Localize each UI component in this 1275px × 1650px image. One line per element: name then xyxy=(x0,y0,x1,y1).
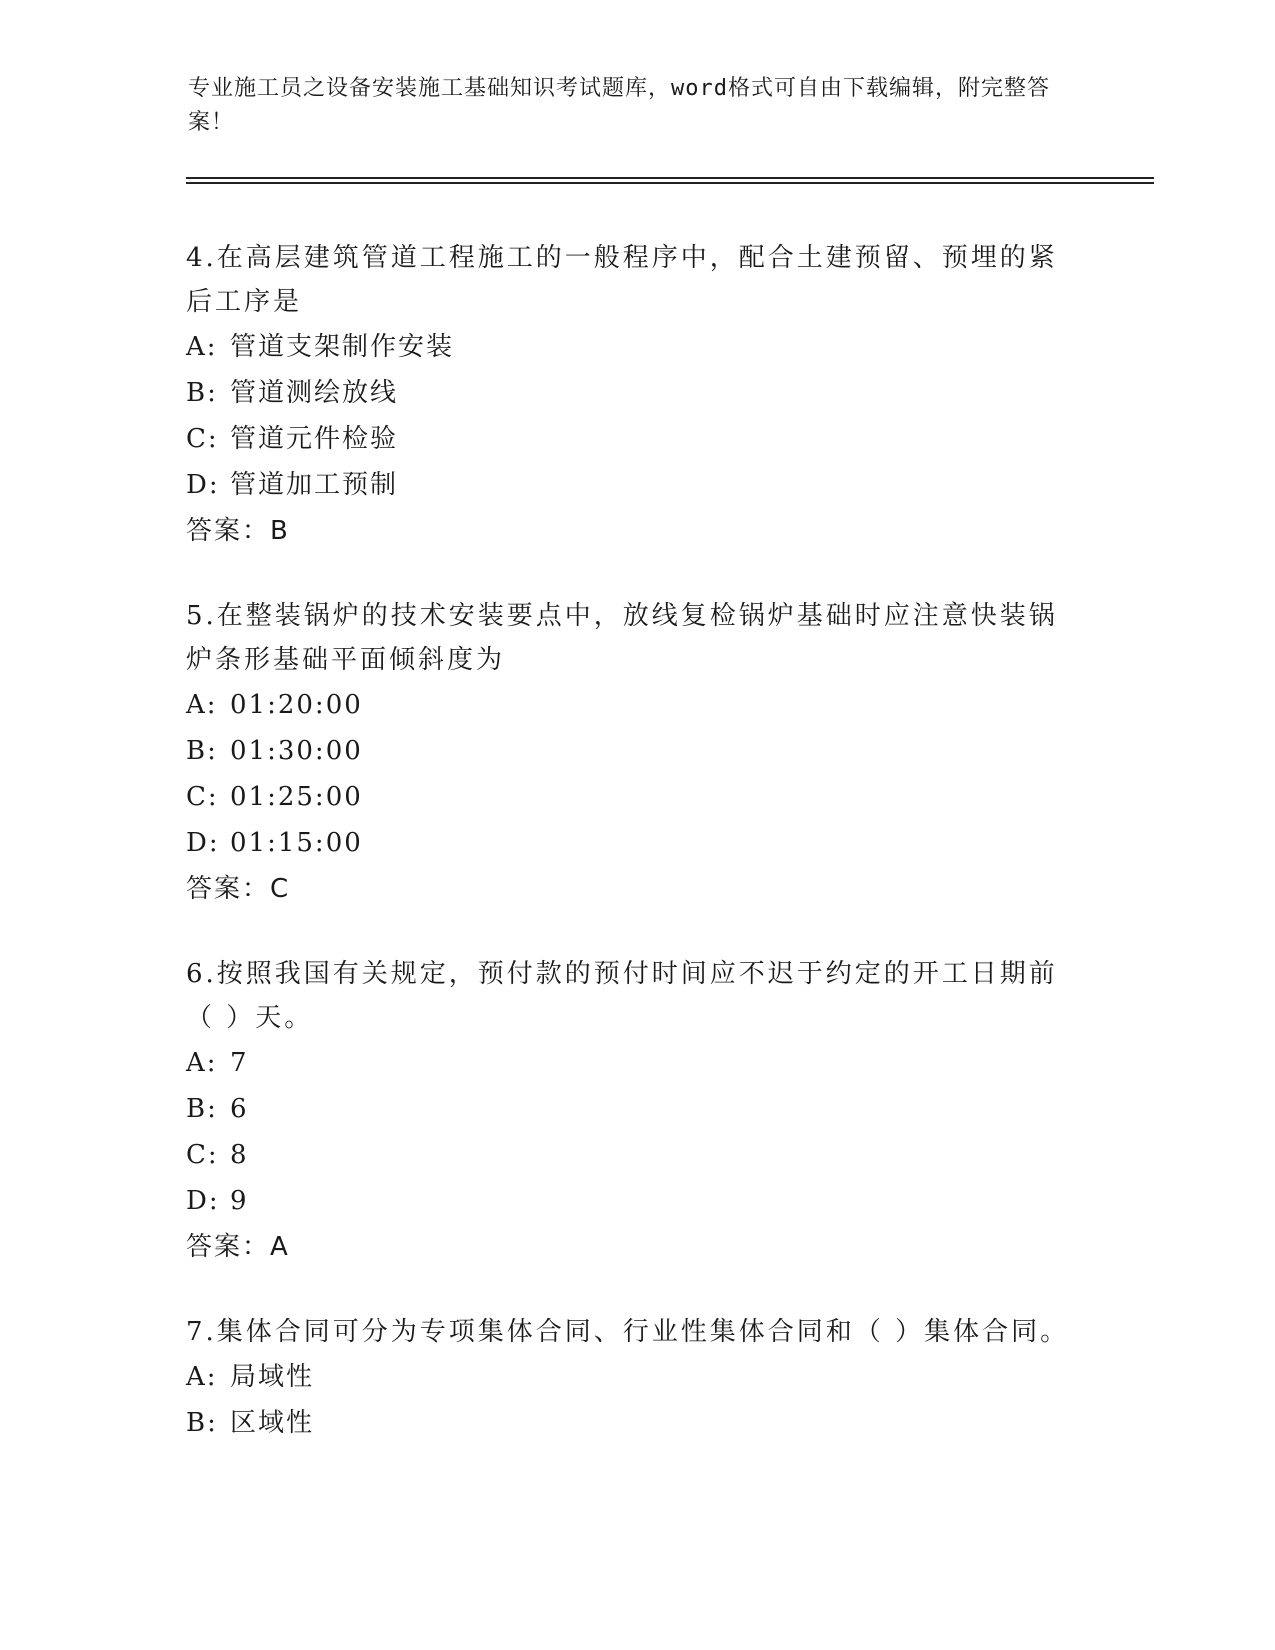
option-b xyxy=(186,370,1086,416)
option-d xyxy=(186,1178,1086,1224)
question-7 xyxy=(186,1306,1086,1446)
option-letter: D: xyxy=(186,1186,220,1216)
document-header: 专业施工员之设备安装施工基础知识考试题库，word格式可自由下载编辑，附完整答案！ xyxy=(188,76,1050,135)
option-text: 6 xyxy=(230,1094,249,1124)
question-4 xyxy=(186,232,1086,554)
option-text: 管道测绘放线 xyxy=(230,378,399,408)
option-letter: B: xyxy=(186,1408,218,1438)
option-letter: B: xyxy=(186,736,218,766)
header-divider-line xyxy=(186,177,1154,179)
option-letter: C: xyxy=(186,1140,219,1170)
option-text: 01:30:00 xyxy=(230,736,363,766)
option-letter: B: xyxy=(186,1094,218,1124)
question-5 xyxy=(186,590,1086,912)
option-text: 9 xyxy=(230,1186,249,1216)
option-a xyxy=(186,1354,1086,1400)
option-a xyxy=(186,1040,1086,1086)
option-text: 管道加工预制 xyxy=(230,470,399,500)
option-letter: C: xyxy=(186,782,219,812)
option-text: 管道元件检验 xyxy=(230,424,399,454)
option-b xyxy=(186,1086,1086,1132)
option-letter: A: xyxy=(186,1048,218,1078)
option-letter: A: xyxy=(186,332,218,362)
question-stem: 4.在高层建筑管道工程施工的一般程序中，配合土建预留、预埋的紧后工序是 xyxy=(186,243,1058,317)
option-text: 7 xyxy=(230,1048,249,1078)
option-letter: A: xyxy=(186,690,218,720)
answer: 答案：B xyxy=(186,516,290,546)
option-text: 8 xyxy=(230,1140,249,1170)
option-text: 01:15:00 xyxy=(230,828,363,858)
option-d xyxy=(186,462,1086,508)
question-6 xyxy=(186,948,1086,1270)
answer: 答案：C xyxy=(186,874,291,904)
option-c xyxy=(186,1132,1086,1178)
question-stem: 6.按照我国有关规定，预付款的预付时间应不迟于约定的开工日期前（ ）天。 xyxy=(186,959,1058,1033)
option-letter: B: xyxy=(186,378,218,408)
option-b xyxy=(186,1400,1086,1446)
option-c xyxy=(186,774,1086,820)
option-text: 管道支架制作安装 xyxy=(230,332,455,362)
header-divider-line-2 xyxy=(186,182,1154,184)
option-text: 局域性 xyxy=(230,1362,315,1392)
option-letter: C: xyxy=(186,424,219,454)
question-stem: 5.在整装锅炉的技术安装要点中，放线复检锅炉基础时应注意快装锅炉条形基础平面倾斜度为 xyxy=(186,601,1058,675)
question-stem: 7.集体合同可分为专项集体合同、行业性集体合同和（ ）集体合同。 xyxy=(186,1317,1070,1347)
option-d xyxy=(186,820,1086,866)
option-letter: D: xyxy=(186,828,220,858)
option-text: 01:25:00 xyxy=(230,782,363,812)
option-letter: A: xyxy=(186,1362,218,1392)
option-text: 01:20:00 xyxy=(230,690,363,720)
answer: 答案：A xyxy=(186,1232,290,1262)
option-a xyxy=(186,324,1086,370)
option-c xyxy=(186,416,1086,462)
question-list xyxy=(186,232,1086,1482)
option-b xyxy=(186,728,1086,774)
option-a xyxy=(186,682,1086,728)
option-text: 区域性 xyxy=(230,1408,315,1438)
option-letter: D: xyxy=(186,470,220,500)
